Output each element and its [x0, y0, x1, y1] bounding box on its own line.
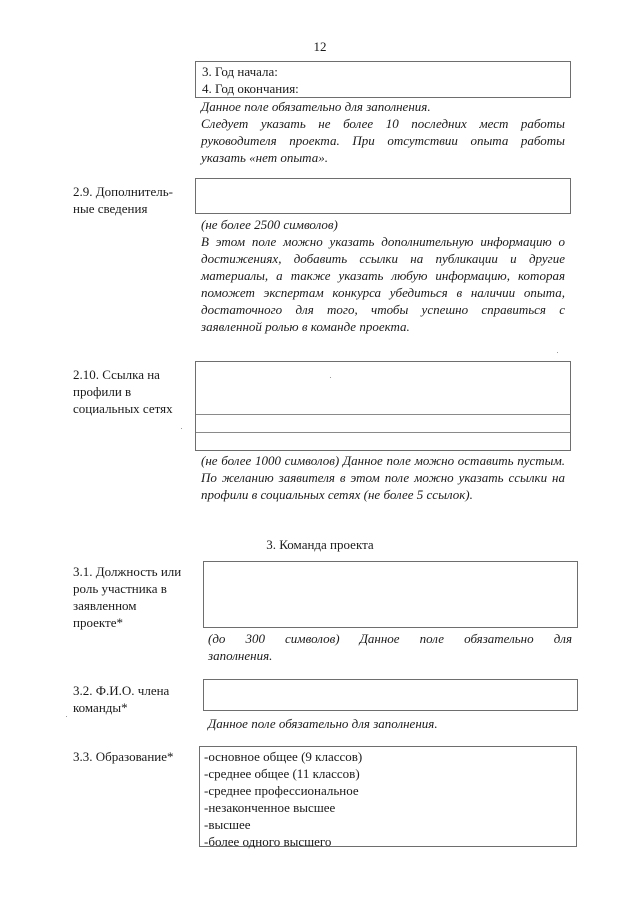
education-option-basic[interactable]: -основное общее (9 классов)	[204, 749, 363, 764]
member-name-hint: Данное поле обязательно для заполнения.	[208, 716, 438, 731]
member-role-label-line3: заявленном	[73, 598, 137, 613]
scan-speck	[330, 377, 331, 378]
education-label: 3.3. Образование*	[73, 749, 174, 764]
education-option-secondary[interactable]: -среднее общее (11 классов)	[204, 766, 360, 781]
education-option-higher[interactable]: -высшее	[204, 817, 251, 832]
work-experience-hint: Следует указать не более 10 последних мест работы руководителя проекта. При отсутствии опыта работы указать «нет опыта».	[201, 116, 565, 165]
additional-info-label-line2: ные сведения	[73, 201, 148, 216]
additional-info-limit: (не более 2500 символов)	[201, 217, 338, 232]
additional-info-field[interactable]	[195, 178, 571, 214]
page-number: 12	[313, 39, 327, 54]
social-links-label-line1: 2.10. Ссылка на	[73, 367, 160, 382]
education-option-multiple-higher[interactable]: -более одного высшего	[204, 834, 332, 849]
member-role-field[interactable]	[203, 561, 578, 628]
social-links-row-divider-1	[196, 414, 570, 415]
member-name-label-line1: 3.2. Ф.И.О. члена	[73, 683, 170, 698]
social-links-label-line3: социальных сетях	[73, 401, 173, 416]
member-role-label-line4: проекте*	[73, 615, 123, 630]
scan-speck	[181, 428, 182, 429]
member-role-label-line1: 3.1. Должность или	[73, 564, 182, 579]
education-option-incomplete-higher[interactable]: -незаконченное высшее	[204, 800, 336, 815]
scan-speck	[66, 716, 67, 717]
education-option-vocational[interactable]: -среднее профессиональное	[204, 783, 359, 798]
education-options-box[interactable]	[199, 746, 577, 847]
additional-info-hint: В этом поле можно указать дополнительную информацию о достижениях, добавить ссылки на публикации и другие материалы, а также указать любую информацию, которая поможет экспертам конкурса убедиться в наличии опыта, достаточного для того, чтобы успешно справиться с заявленной ролью в команде проекта.	[201, 234, 565, 334]
work-years-box[interactable]	[195, 61, 571, 98]
member-name-label-line2: команды*	[73, 700, 128, 715]
work-start-year-label: 3. Год начала:	[202, 64, 278, 79]
work-end-year-label: 4. Год окончания:	[202, 81, 299, 96]
additional-info-label-line1: 2.9. Дополнитель-	[73, 184, 174, 199]
member-role-hint-line2: заполнения.	[208, 648, 273, 663]
social-links-hint: (не более 1000 символов) Данное поле можно оставить пустым. По желанию заявителя в этом поле можно указать ссылки на профили в социальных сетях (не более 5 ссылок).	[201, 453, 565, 502]
social-links-field[interactable]	[195, 361, 571, 451]
required-hint: Данное поле обязательно для заполнения.	[201, 99, 431, 114]
section-title-project-team: 3. Команда проекта	[266, 537, 374, 552]
scan-speck	[557, 352, 558, 353]
social-links-label-line2: профили в	[73, 384, 132, 399]
social-links-row-divider-2	[196, 432, 570, 433]
member-role-label-line2: роль участника в	[73, 581, 167, 596]
member-role-hint-line1: (до 300 символов) Данное поле обязательно для	[208, 631, 572, 646]
member-name-field[interactable]	[203, 679, 578, 711]
